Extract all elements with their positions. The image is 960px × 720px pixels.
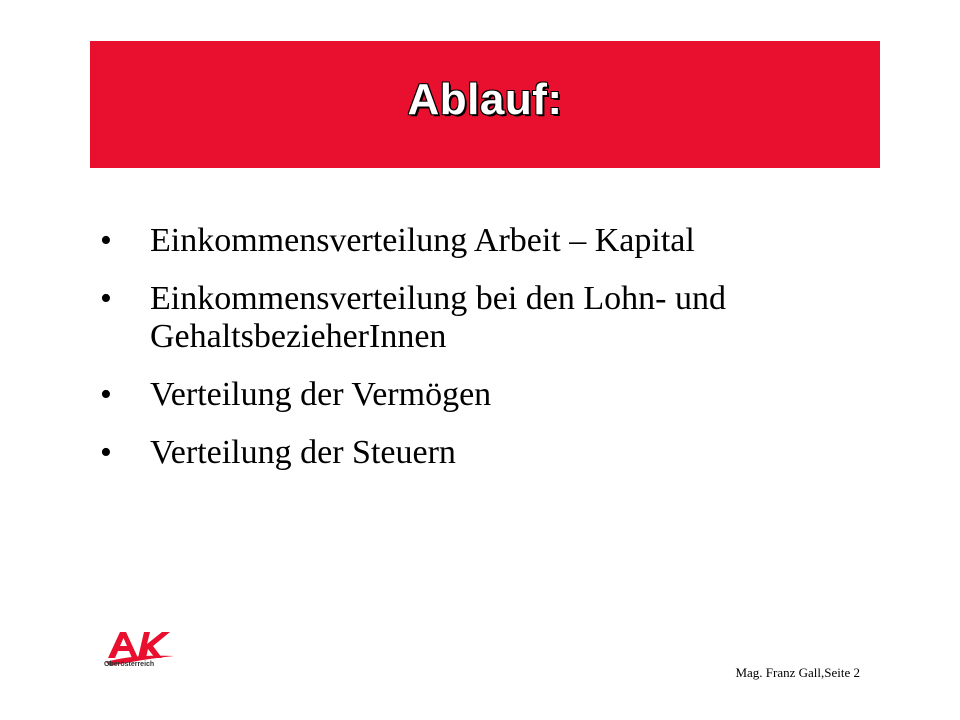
logo-subtitle: Oberösterreich [104,661,155,668]
bullet-list [96,222,896,492]
bullet-item [96,376,896,414]
title-bar [90,41,880,168]
ak-logo-letter-a [108,632,138,658]
slide-title: Ablauf: [407,74,563,124]
bullet-text: Verteilung der Steuern [150,434,456,471]
bullet-item [96,280,896,356]
slide-footer: Mag. Franz Gall,Seite 2 [735,665,860,680]
bullet-marker: • [100,376,112,413]
bullet-marker: • [100,434,112,471]
bullet-text: Einkommensverteilung Arbeit – Kapital [150,222,695,259]
bullet-text: Einkommensverteilung bei den Lohn- und GehaltsbezieherInnen [150,280,726,355]
bullet-item [96,222,896,260]
ak-logo-icon [104,626,184,678]
bullet-text: Verteilung der Vermögen [150,376,492,413]
bullet-item [96,434,896,472]
bullet-marker: • [100,280,112,317]
bullet-marker: • [100,222,112,259]
ak-logo-letter-k [138,632,170,658]
